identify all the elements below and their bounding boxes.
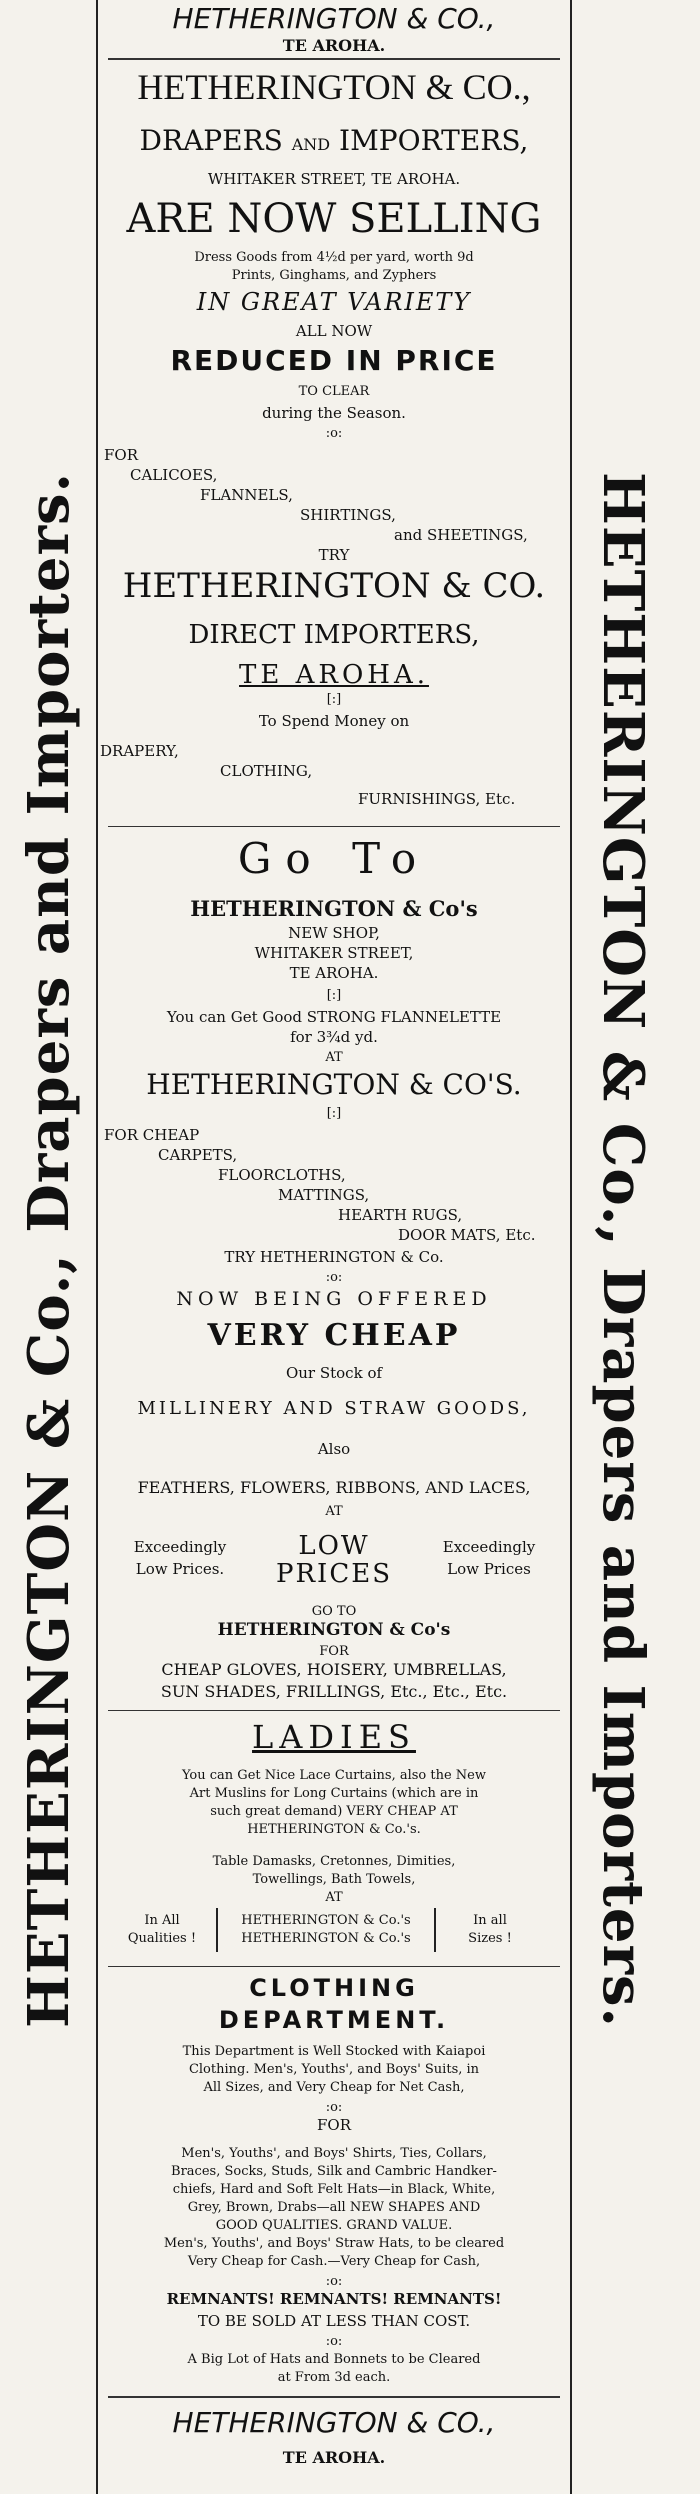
s1-for: FOR — [104, 446, 138, 464]
side-banner-left — [6, 60, 92, 2440]
s4-m1: Men's, Youths', and Boys' Shirts, Ties, Collars, — [181, 2146, 487, 2161]
bottom-banner-rule — [108, 2396, 560, 2398]
s1-spend-drapery: DRAPERY, — [100, 742, 179, 760]
s3-ladies: LADIES — [252, 1718, 416, 1756]
s3-p1: You can Get Nice Lace Curtains, also the New — [181, 1768, 486, 1783]
s4-d3: All Sizes, and Very Cheap for Net Cash, — [203, 2080, 465, 2095]
bottom-banner-town: TE AROHA. — [282, 2448, 386, 2467]
s2-new-shop: NEW SHOP, — [288, 924, 380, 942]
top-banner-rule — [108, 58, 560, 60]
s1-reduced: REDUCED IN PRICE — [170, 344, 498, 377]
s1-item-shirtings: SHIRTINGS, — [300, 506, 396, 524]
s3-t2: Towellings, Bath Towels, — [252, 1872, 416, 1887]
right-column-rule — [570, 0, 572, 2494]
s4-big-lot2: at From 3d each. — [277, 2370, 391, 2385]
s4-m3: chiefs, Hard and Soft Felt Hats—in Black, White, — [172, 2182, 496, 2197]
s2-brand2: HETHERINGTON & CO'S. — [146, 1068, 522, 1101]
s1-item-calicoes: CALICOES, — [130, 466, 218, 484]
s2-cheap-gloves: CHEAP GLOVES, HOISERY, UMBRELLAS, — [161, 1660, 507, 1679]
s4-remnants: REMNANTS! REMNANTS! REMNANTS! — [166, 2290, 502, 2308]
s2-very-cheap: VERY CHEAP — [207, 1318, 461, 1353]
s4-sep: :o: — [325, 2100, 343, 2115]
s2-list-door-mats: DOOR MATS, Etc. — [398, 1226, 536, 1244]
s4-d2: Clothing. Men's, Youths', and Boys' Suits, in — [188, 2062, 480, 2077]
s2-exc-right-2: Low Prices — [447, 1560, 531, 1578]
s1-to-clear: TO CLEAR — [298, 384, 370, 399]
s3-box-mid-1: HETHERINGTON & Co.'s — [241, 1913, 411, 1928]
s3-box-left-1: In All — [144, 1913, 180, 1928]
s4-m2: Braces, Socks, Studs, Silk and Cambric Handker- — [171, 2164, 497, 2179]
s3-box-mid — [224, 1912, 428, 1948]
s3-qualities-box — [114, 1906, 554, 1954]
s1-address: WHITAKER STREET, TE AROHA. — [207, 170, 461, 188]
s4-for: FOR — [317, 2116, 351, 2134]
s3-box-divider-right — [434, 1908, 436, 1952]
s1-subtitle — [100, 124, 568, 157]
s4-sep2: :o: — [325, 2274, 343, 2289]
s2-sep2: [:] — [326, 1106, 342, 1121]
s1-spend-furnishings: FURNISHINGS, Etc. — [358, 790, 516, 808]
s2-now-being: NOW BEING OFFERED — [176, 1288, 492, 1310]
s4-sold: TO BE SOLD AT LESS THAN COST. — [197, 2312, 471, 2330]
s3-box-mid-2: HETHERINGTON & Co.'s — [241, 1931, 411, 1946]
s2-for-cheap: FOR CHEAP — [104, 1126, 200, 1144]
s2-try: TRY HETHERINGTON & Co. — [224, 1248, 444, 1266]
side-banner-right — [580, 60, 666, 2440]
s2-exc-left-1: Exceedingly — [133, 1538, 227, 1556]
s4-department: DEPARTMENT. — [218, 2006, 450, 2034]
s2-brand3: HETHERINGTON & Co's — [217, 1620, 451, 1640]
s1-sep2: [:] — [326, 692, 342, 707]
s1-direct: DIRECT IMPORTERS, — [188, 620, 480, 650]
s1-subtitle-drapers: DRAPERS — [139, 124, 283, 157]
main-column — [100, 0, 568, 2494]
left-column-rule — [96, 0, 98, 2494]
side-banner-left-text: HETHERINGTON & Co., Drapers and Importers. — [16, 471, 82, 2029]
s2-list-floorcloths: FLOORCLOTHS, — [218, 1166, 346, 1184]
s4-big-lot1: A Big Lot of Hats and Bonnets to be Cleared — [187, 2352, 481, 2367]
s1-item-flannels: FLANNELS, — [200, 486, 293, 504]
s1-town: TE AROHA. — [239, 660, 429, 690]
s1-end-rule — [108, 826, 560, 827]
s1-subtitle-importers: IMPORTERS, — [339, 124, 529, 157]
s2-our-stock: Our Stock of — [285, 1364, 383, 1382]
s3-at: AT — [325, 1890, 343, 1905]
s1-spend-clothing: CLOTHING, — [220, 762, 313, 780]
s2-low: LOW — [298, 1531, 370, 1561]
s2-flannel2: for 3¾d yd. — [290, 1028, 378, 1046]
s2-street: WHITAKER STREET, — [254, 944, 414, 962]
s2-millinery: MILLINERY AND STRAW GOODS, — [137, 1398, 531, 1419]
s2-at: AT — [325, 1050, 343, 1065]
s2-list-carpets: CARPETS, — [158, 1146, 238, 1164]
s3-end-rule — [108, 1966, 560, 1967]
s1-line2: Prints, Ginghams, and Zyphers — [231, 268, 437, 283]
s2-goto: Go To — [237, 834, 431, 883]
s1-brand: HETHERINGTON & CO. — [122, 566, 546, 606]
s3-box-divider-left — [216, 1908, 218, 1952]
s2-exc-right — [424, 1536, 554, 1580]
s2-sep3: :o: — [325, 1270, 343, 1285]
s3-t1: Table Damasks, Cretonnes, Dimities, — [212, 1854, 456, 1869]
s4-sep3: :o: — [325, 2334, 343, 2349]
s1-try: TRY — [318, 546, 350, 564]
s2-town: TE AROHA. — [289, 964, 379, 982]
s4-m4: Grey, Brown, Drabs—all NEW SHAPES AND — [187, 2200, 481, 2215]
s3-p2: Art Muslins for Long Curtains (which are in — [189, 1786, 479, 1801]
s1-variety: IN GREAT VARIETY — [196, 288, 472, 316]
side-banner-right-text: HETHERINGTON & Co., Drapers and Importers. — [590, 471, 656, 2029]
s4-d1: This Department is Well Stocked with Kaiapoi — [182, 2044, 486, 2059]
s1-subtitle-and: AND — [291, 135, 331, 154]
s2-flannel1: You can Get Good STRONG FLANNELETTE — [166, 1008, 502, 1026]
s2-at2: AT — [325, 1504, 343, 1519]
s2-exc-left — [120, 1536, 240, 1580]
bottom-banner-name: HETHERINGTON & CO., — [172, 2406, 496, 2439]
s2-list-mattings: MATTINGS, — [278, 1186, 370, 1204]
s2-feathers: FEATHERS, FLOWERS, RIBBONS, AND LACES, — [137, 1478, 531, 1497]
s1-title: HETHERINGTON & CO., — [137, 67, 531, 107]
s2-prices: PRICES — [275, 1559, 393, 1589]
s2-go-to: GO TO — [311, 1604, 357, 1619]
s2-list-hearth-rugs: HEARTH RUGS, — [338, 1206, 463, 1224]
s3-box-right-2: Sizes ! — [468, 1931, 512, 1946]
s3-p4: HETHERINGTON & Co.'s. — [247, 1822, 421, 1837]
s3-box-right-1: In all — [473, 1913, 507, 1928]
s1-headline: ARE NOW SELLING — [126, 196, 542, 242]
s4-m7: Very Cheap for Cash.—Very Cheap for Cash, — [187, 2254, 481, 2269]
s1-spend: To Spend Money on — [258, 712, 410, 730]
s3-box-left — [114, 1912, 210, 1948]
s4-m6: Men's, Youths', and Boys' Straw Hats, to be cleared — [163, 2236, 505, 2251]
s2-for: FOR — [319, 1644, 349, 1659]
s2-end-rule — [108, 1710, 560, 1711]
s4-clothing: CLOTHING — [249, 1974, 419, 2002]
s2-low-prices — [264, 1532, 404, 1588]
top-banner-name: HETHERINGTON & CO., — [172, 2, 496, 35]
s2-exc-right-1: Exceedingly — [442, 1538, 536, 1556]
top-banner-town: TE AROHA. — [282, 36, 386, 55]
s4-m5: GOOD QUALITIES. GRAND VALUE. — [215, 2218, 453, 2233]
s1-item-sheetings: and SHEETINGS, — [394, 526, 528, 544]
s3-box-right — [442, 1912, 538, 1948]
s1-line1: Dress Goods from 4½d per yard, worth 9d — [194, 250, 474, 265]
s3-p3: such great demand) VERY CHEAP AT — [210, 1804, 458, 1819]
s2-sun-shades: SUN SHADES, FRILLINGS, Etc., Etc., Etc. — [160, 1682, 508, 1701]
s3-box-left-2: Qualities ! — [127, 1931, 197, 1946]
s1-sep: :o: — [325, 426, 343, 441]
s1-all-now: ALL NOW — [295, 322, 373, 340]
s2-brand: HETHERINGTON & Co's — [190, 896, 478, 921]
s2-sep: [:] — [326, 988, 342, 1003]
s1-during: during the Season. — [262, 404, 406, 422]
s2-also: Also — [317, 1440, 351, 1458]
s2-exc-left-2: Low Prices. — [135, 1560, 225, 1578]
